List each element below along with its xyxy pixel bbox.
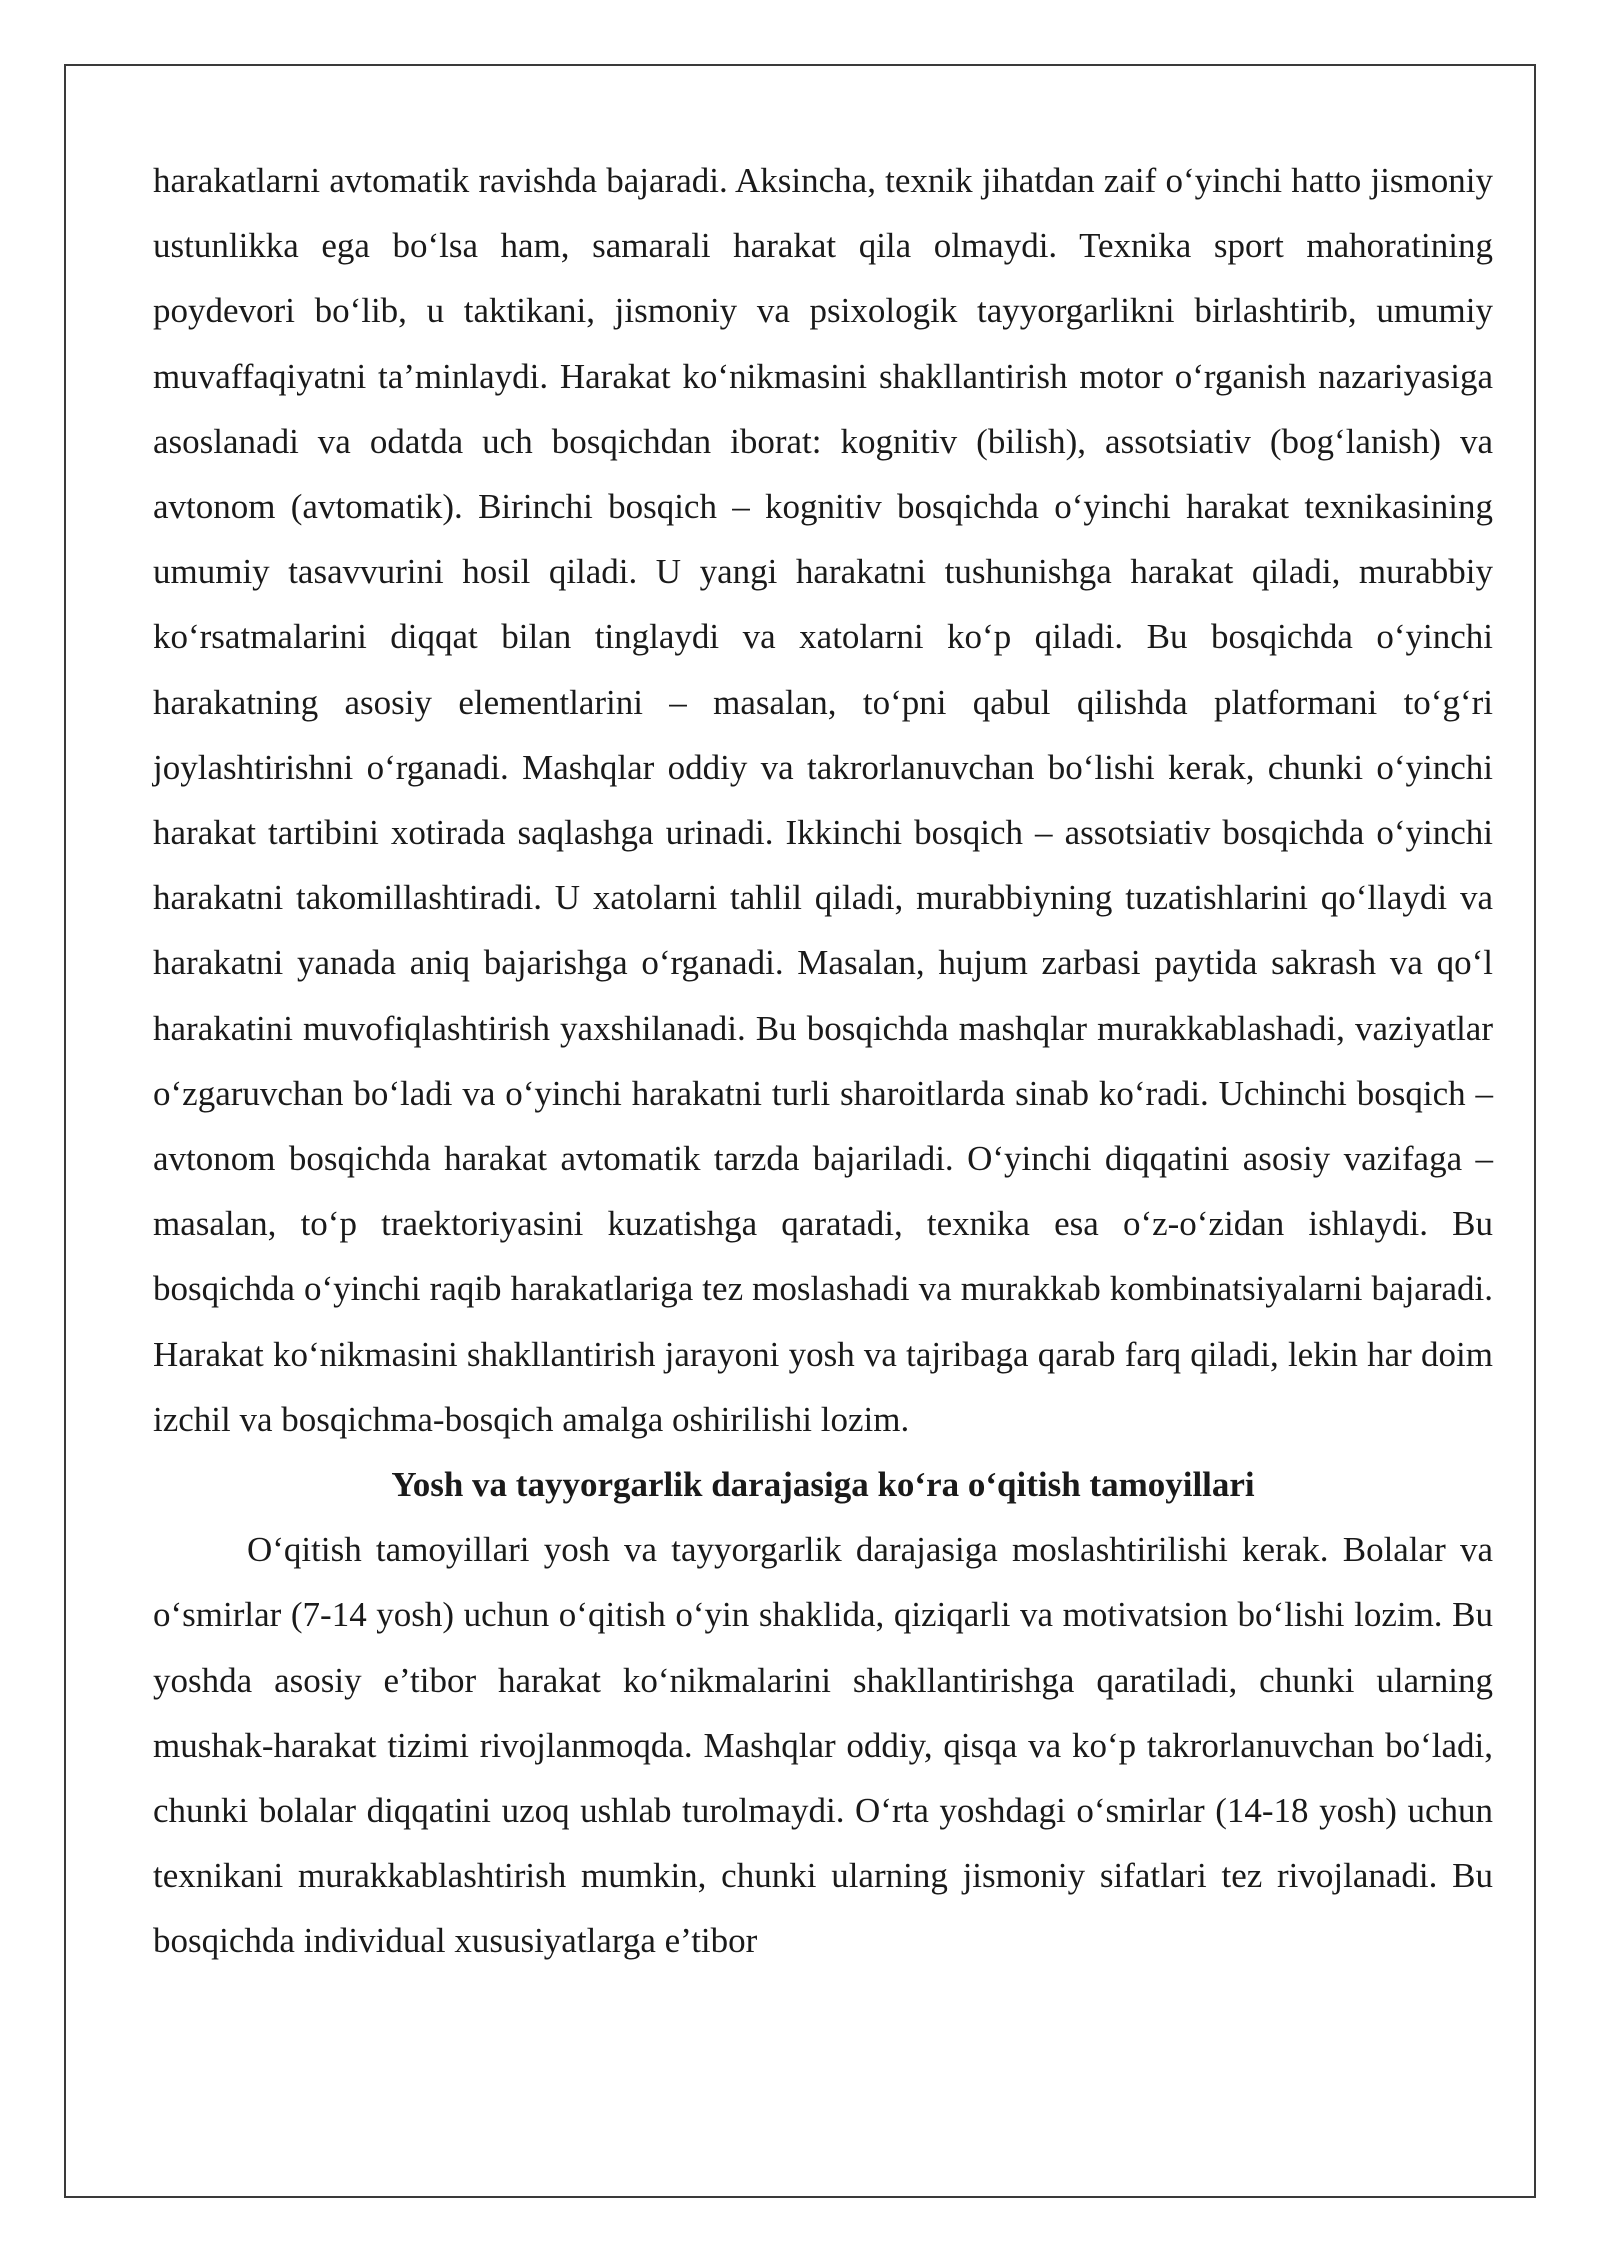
body-paragraph-1: harakatlarni avtomatik ravishda bajaradi. Aksincha, texnik jihatdan zaif o‘yinchi hatto jismoniy ustunlikka ega bo‘lsa ham, samarali harakat qila olmaydi. Texnika sport mahoratining poydevori bo‘lib, u taktikani, jismoniy va psixologik tayyorgarlikni birlashtirib, umumiy muvaffaqiyatni ta’minlaydi. Harakat ko‘nikmasini shakllantirish motor o‘rganish nazariyasiga asoslanadi va odatda uch bosqichdan iborat: kognitiv (bilish), assotsiativ (bog‘lanish) va avtonom (avtomatik). Birinchi bosqich – kognitiv bosqichda o‘yinchi harakat texnikasining umumiy tasavvurini hosil qiladi. U yangi harakatni tushunishga harakat qiladi, murabbiy ko‘rsatmalarini diqqat bilan tinglaydi va xatolarni ko‘p qiladi. Bu bosqichda o‘yinchi harakatning asosiy elementlarini – masalan, to‘pni qabul qilishda platformani to‘g‘ri joylashtirishni o‘rganadi. Mashqlar oddiy va takrorlanuvchan bo‘lishi kerak, chunki o‘yinchi harakat tartibini xotirada saqlashga urinadi. Ikkinchi bosqich – assotsiativ bosqichda o‘yinchi harakatni takomillashtiradi. U xatolarni tahlil qiladi, murabbiyning tuzatishlarini qo‘llaydi va harakatni yanada aniq bajarishga o‘rganadi. Masalan, hujum zarbasi paytida sakrash va qo‘l harakatini muvofiqlashtirish yaxshilanadi. Bu bosqichda mashqlar murakkablashadi, vaziyatlar o‘zgaruvchan bo‘ladi va o‘yinchi harakatni turli sharoitlarda sinab ko‘radi. Uchinchi bosqich – avtonom bosqichda harakat avtomatik tarzda bajariladi. O‘yinchi diqqatini asosiy vazifaga – masalan, to‘p traektoriyasini kuzatishga qaratadi, texnika esa o‘z-o‘zidan ishlaydi. Bu bosqichda o‘yinchi raqib harakatlariga tez moslashadi va murakkab kombinatsiyalarni bajaradi. Harakat ko‘nikmasini shakllantirish jarayoni yosh va tajribaga qarab farq qiladi, lekin har doim izchil va bosqichma-bosqich amalga oshirilishi lozim. <box>153 161 1493 1439</box>
document-body <box>153 148 1493 1974</box>
body-paragraph-2: O‘qitish tamoyillari yosh va tayyorgarlik darajasiga moslashtirilishi kerak. Bolalar va o‘smirlar (7-14 yosh) uchun o‘qitish o‘yin shaklida, qiziqarli va motivatsion bo‘lishi lozim. Bu yoshda asosiy e’tibor harakat ko‘nikmalarini shakllantirishga qaratiladi, chunki ularning mushak-harakat tizimi rivojlanmoqda. Mashqlar oddiy, qisqa va ko‘p takrorlanuvchan bo‘ladi, chunki bolalar diqqatini uzoq ushlab turolmaydi. O‘rta yoshdagi o‘smirlar (14-18 yosh) uchun texnikani murakkablashtirish mumkin, chunki ularning jismoniy sifatlari tez rivojlanadi. Bu bosqichda individual xususiyatlarga e’tibor <box>153 1530 1493 1961</box>
section-heading: Yosh va tayyorgarlik darajasiga ko‘ra o‘qitish tamoyillari <box>391 1465 1255 1505</box>
